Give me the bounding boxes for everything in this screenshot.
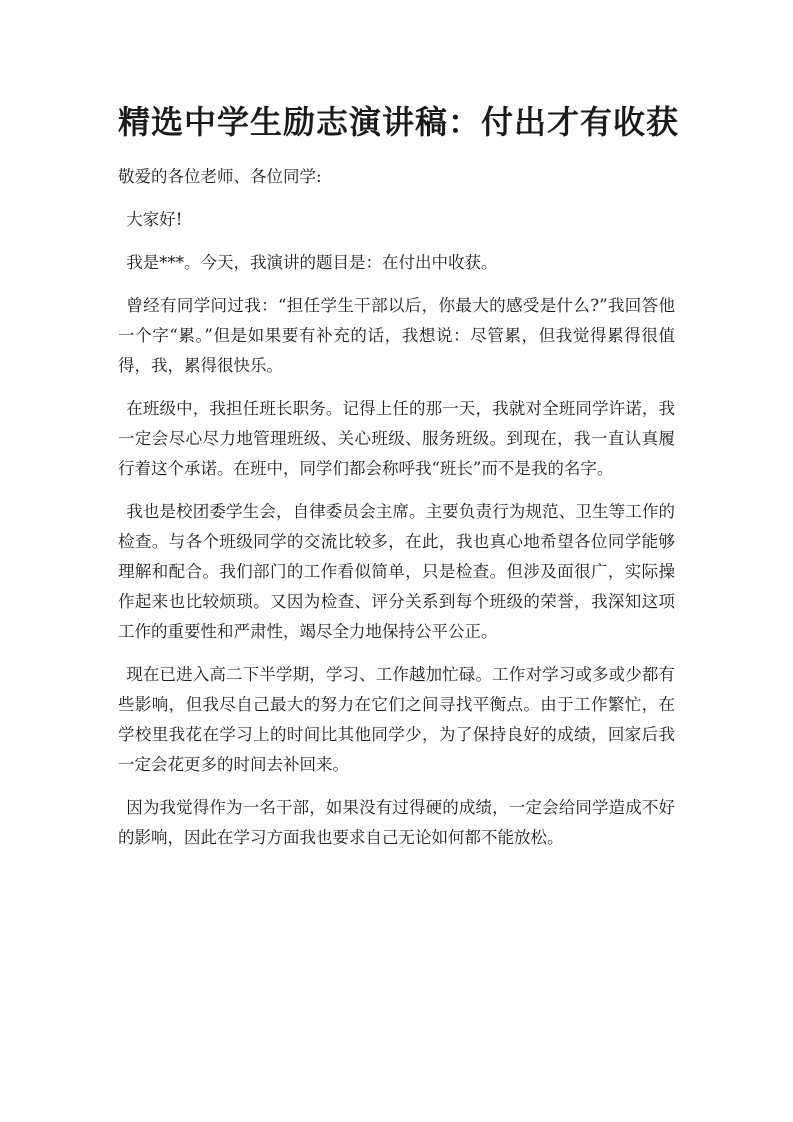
paragraph-intro: 我是***。今天，我演讲的题目是：在付出中收获。 [126, 253, 498, 272]
paragraph-class-monitor: 在班级中，我担任班长职务。记得上任的那一天，我就对全班同学许诺，我一定会尽心尽力地管理班级、关心班级、服务班级。到现在，我一直认真履行着这个承诺。在班中，同学们都会称呼我“班长”而不是我的名字。 [118, 399, 675, 478]
document-body [118, 162, 675, 853]
paragraph-student-union: 我也是校团委学生会，自律委员会主席。主要负责行为规范、卫生等工作的检查。与各个班级同学的交流比较多，在此，我也真心地希望各位同学能够理解和配合。我们部门的工作看似简单，只是检查。但涉及面很广，实际操作起来也比较烦琐。又因为检查、评分关系到每个班级的荣誉，我深知这项工作的重要性和严肃性，竭尽全力地保持公平公正。 [118, 502, 675, 641]
paragraph-greeting: 大家好! [126, 210, 183, 229]
paragraph-feeling: 曾经有同学问过我：“担任学生干部以后，你最大的感受是什么?”我回答他一个字“累。”但是如果要有补充的话，我想说：尽管累，但我觉得累得很值得，我，累得很快乐。 [118, 296, 675, 375]
paragraph-balance: 现在已进入高二下半学期，学习、工作越加忙碌。工作对学习或多或少都有些影响，但我尽自己最大的努力在它们之间寻找平衡点。由于工作繁忙，在学校里我花在学习上的时间比其他同学少，为了保持良好的成绩，回家后我一定会花更多的时间去补回来。 [118, 665, 675, 774]
paragraph-conclusion: 因为我觉得作为一名干部，如果没有过得硬的成绩，一定会给同学造成不好的影响，因此在学习方面我也要求自己无论如何都不能放松。 [118, 798, 675, 847]
document-title: 精选中学生励志演讲稿：付出才有收获 [118, 103, 680, 141]
salutation: 敬爱的各位老师、各位同学: [118, 167, 322, 186]
